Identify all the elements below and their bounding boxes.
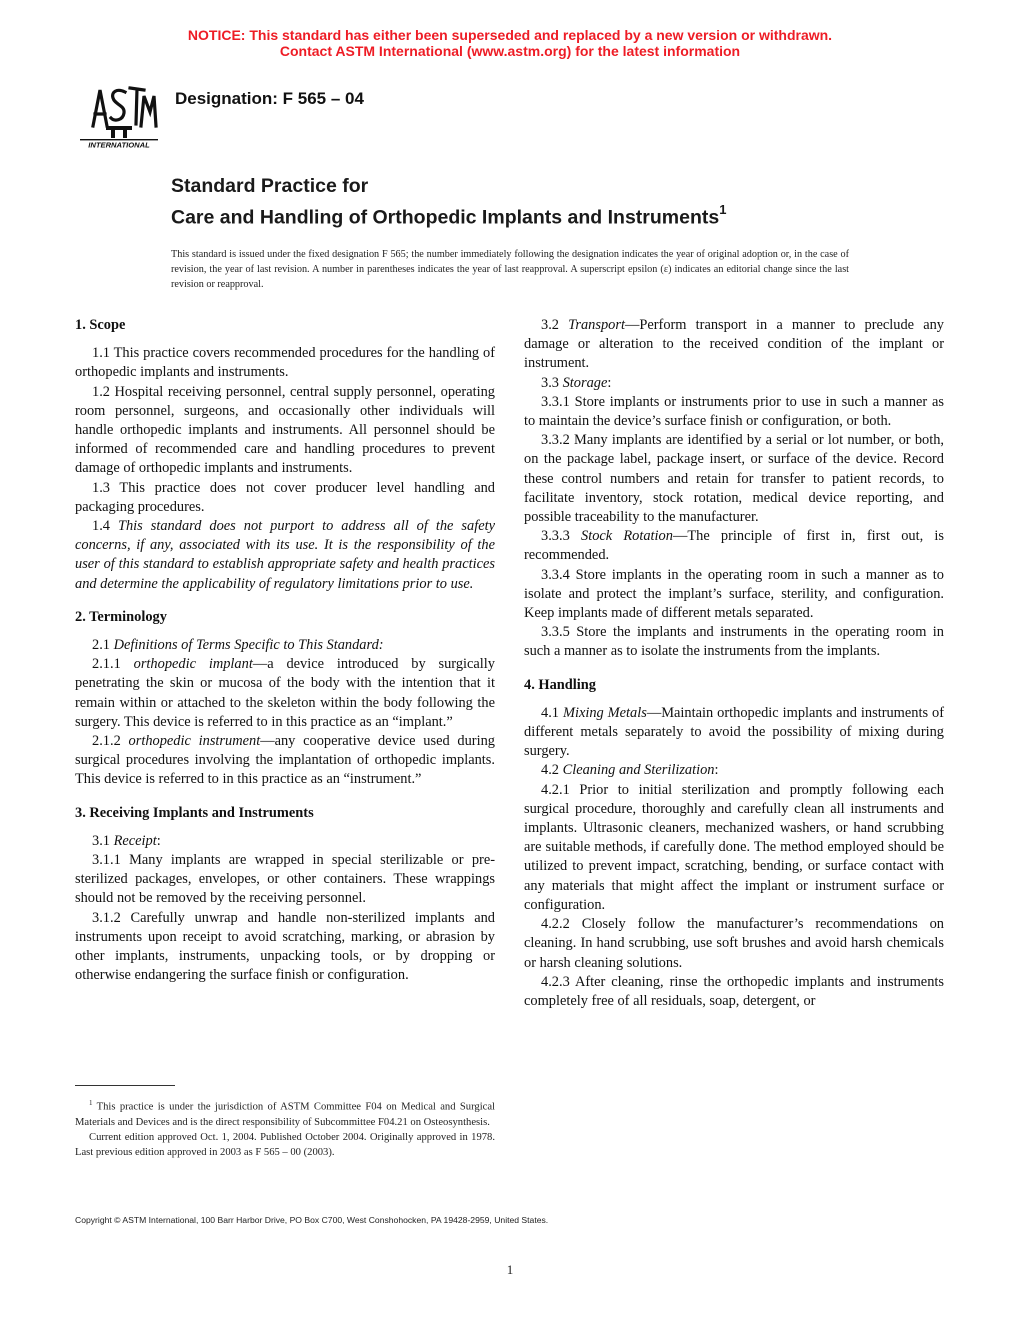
paragraph-2-1	[75, 636, 495, 655]
safety-caveat: This standard does not purport to address all of the safety concerns, if any, associated with its use. It is the responsibility of the user of this standard to establish appropriate safety and health practices and determine the applicability of regulatory limitations prior to use.	[75, 518, 495, 592]
paragraph-number: 4.1	[541, 704, 563, 721]
paragraph-3-3-3	[524, 527, 944, 565]
term-receipt: Receipt	[113, 832, 157, 849]
paragraph-text: :	[714, 762, 719, 779]
term-storage: Storage	[562, 374, 608, 391]
paragraph-4-2-1: 4.2.1 Prior to initial sterilization and promptly following each surgical procedure, thoroughly and carefully clean all instruments and implants. Ultrasonic cleaners, mechanized washers, or hand scrubbing are suitable methods, if carefully done. The method employed should be utilized to prevent impact, scratching, bending, or surface contact with any materials that might affect the implant or instrument surface or configuration.	[524, 781, 944, 913]
designation: Designation: F 565 – 04	[175, 89, 364, 108]
paragraph-2-1-2	[75, 732, 495, 790]
paragraph-3-3	[524, 374, 944, 393]
paragraph-1-1: 1.1 This practice covers recommended procedures for the handling of orthopedic implants and instruments.	[75, 345, 495, 381]
footnote-divider	[75, 1085, 175, 1086]
footnote-1	[75, 1096, 495, 1130]
paragraph-number: 4.2	[541, 762, 563, 779]
section-heading-scope: 1. Scope	[75, 317, 126, 333]
paragraph-number: 3.1	[92, 832, 114, 849]
footnote	[75, 1096, 495, 1160]
definition-text: —any cooperative device used during surgical procedures involving the implantation of orthopedic implants. This device is referred to in this practice as an “instrument.”	[75, 733, 495, 788]
notice-line-2: Contact ASTM International (www.astm.org) for the latest information	[279, 43, 741, 59]
paragraph-text: :	[156, 832, 161, 849]
footnote-edition: Current edition approved Oct. 1, 2004. Published October 2004. Originally approved in 1978. Last previous edition approved in 2003 as F 565 – 00 (2003).	[75, 1131, 495, 1158]
paragraph-2-1-1	[75, 655, 495, 732]
astm-logo	[78, 78, 160, 150]
paragraph-number: 2.1.2	[92, 733, 129, 750]
paragraph-4-1	[524, 704, 944, 762]
footnote-marker: 1	[89, 1099, 93, 1107]
term-transport: Transport	[568, 317, 625, 333]
copyright-line: Copyright © ASTM International, 100 Barr Harbor Drive, PO Box C700, West Conshohocken, PA 19428-2959, United States.	[75, 1215, 549, 1225]
section-heading-terminology: 2. Terminology	[75, 608, 167, 625]
logo-caption: INTERNATIONAL	[88, 140, 150, 150]
paragraph-3-1-2: 3.1.2 Carefully unwrap and handle non-sterilized implants and instruments upon receipt to avoid scratching, marking, or abrasion by other implants, instruments, unpacking tools, or by dropping or otherwise endangering the surface finish or configuration.	[75, 909, 495, 984]
left-column	[75, 316, 495, 986]
paragraph-number: 2.1	[92, 637, 114, 654]
paragraph-3-1-1: 3.1.1 Many implants are wrapped in special sterilizable or pre-sterilized packages, envelopes, or other containers. These wrappings should not be removed by the receiving personnel.	[75, 852, 495, 907]
withdrawal-notice	[0, 27, 1020, 59]
astm-logo-icon	[78, 78, 160, 150]
paragraph-4-2	[524, 761, 944, 780]
term-orthopedic-implant: orthopedic implant	[133, 656, 253, 673]
right-column	[524, 316, 944, 1011]
paragraph-number: 3.3.3	[541, 528, 581, 545]
paragraph-3-3-1: 3.3.1 Store implants or instruments prior to use in such a manner as to maintain the device’s surface finish or configuration, or both.	[524, 393, 944, 430]
paragraph-4-2-2: 4.2.2 Closely follow the manufacturer’s recommendations on cleaning. In hand scrubbing, use soft brushes and avoid harsh chemicals or harsh cleaning solutions.	[524, 916, 944, 971]
document-title	[171, 174, 726, 231]
paragraph-3-2	[524, 316, 944, 374]
section-heading-handling: 4. Handling	[524, 676, 596, 693]
title-line-2	[171, 199, 726, 231]
term-orthopedic-instrument: orthopedic instrument	[128, 733, 261, 750]
paragraph-4-2-3: 4.2.3 After cleaning, rinse the orthopedic implants and instruments completely free of all residuals, soap, detergent, or	[524, 973, 944, 1009]
term-mixing-metals: Mixing Metals	[562, 704, 647, 721]
paragraph-3-3-2: 3.3.2 Many implants are identified by a serial or lot number, or both, on the package label, package insert, or surface of the device. Record these control numbers and retain for transfer to patient records, to facilitate inventory, stock rotation, medical device reporting, and possible traceability to the manufacturer.	[524, 432, 944, 526]
paragraph-number: 2.1.1	[92, 656, 134, 673]
paragraph-1-4	[75, 517, 495, 594]
title-line-1: Standard Practice for	[171, 175, 369, 197]
definitions-heading: Definitions of Terms Specific to This Standard:	[113, 637, 384, 654]
paragraph-1-3: 1.3 This practice does not cover producer level handling and packaging procedures.	[75, 479, 495, 515]
term-cleaning-sterilization: Cleaning and Sterilization	[562, 762, 715, 779]
paragraph-text: —The principle of first in, first out, is recommended.	[524, 528, 944, 564]
paragraph-number: 3.2	[541, 317, 569, 333]
title-main: Care and Handling of Orthopedic Implants and Instruments	[171, 206, 720, 229]
paragraph-3-3-5: 3.3.5 Store the implants and instruments in the operating room in such a manner as to isolate the instruments from the implants.	[524, 624, 944, 660]
paragraph-text: —Perform transport in a manner to preclude any damage or alteration to the received condition of the implant or instrument.	[524, 317, 944, 372]
footnote-text: This practice is under the jurisdiction of ASTM Committee F04 on Medical and Surgical Materials and Devices and is the direct responsibility of Subcommittee F04.21 on Osteosynthesis.	[75, 1101, 495, 1128]
paragraph-text: :	[607, 374, 612, 391]
term-stock-rotation: Stock Rotation	[581, 528, 673, 545]
title-footnote-ref: 1	[719, 202, 727, 217]
section-heading-receiving: 3. Receiving Implants and Instruments	[75, 804, 314, 821]
paragraph-3-1	[75, 832, 495, 851]
definition-text: —a device introduced by surgically penetrating the skin or mucosa of the body with the intention that it remain within or attached to the skeleton within the body following the surgery. This device is referred to in this practice as an “implant.”	[75, 656, 495, 730]
notice-line-1: NOTICE: This standard has either been superseded and replaced by a new version or withdrawn.	[187, 27, 833, 43]
paragraph-number: 3.3	[541, 374, 563, 391]
paragraph-number: 1.4	[92, 518, 118, 535]
paragraph-3-3-4: 3.3.4 Store implants in the operating room in such a manner as to isolate and protect the implant’s surface, sterility, and configuration. Keep implants made of different metals separated.	[524, 566, 944, 622]
paragraph-1-2: 1.2 Hospital receiving personnel, central supply personnel, operating room personnel, surgeons, and occasionally other individuals will handle orthopedic implants and instruments. All personnel should be informed of recommended care and handling procedures to prevent damage of orthopedic implants and instruments.	[75, 383, 495, 477]
issue-statement: This standard is issued under the fixed designation F 565; the number immediately following the designation indicates the year of original adoption or, in the case of revision, the year of last revision. A number in parentheses indicates the year of last reapproval. A superscript epsilon (ε) indicates an editorial change since the last revision or reapproval.	[171, 249, 849, 290]
page-number: 1	[506, 1262, 514, 1277]
paragraph-text: —Maintain orthopedic implants and instruments of different metals separately to avoid the possibility of mixing during surgery.	[524, 704, 944, 760]
